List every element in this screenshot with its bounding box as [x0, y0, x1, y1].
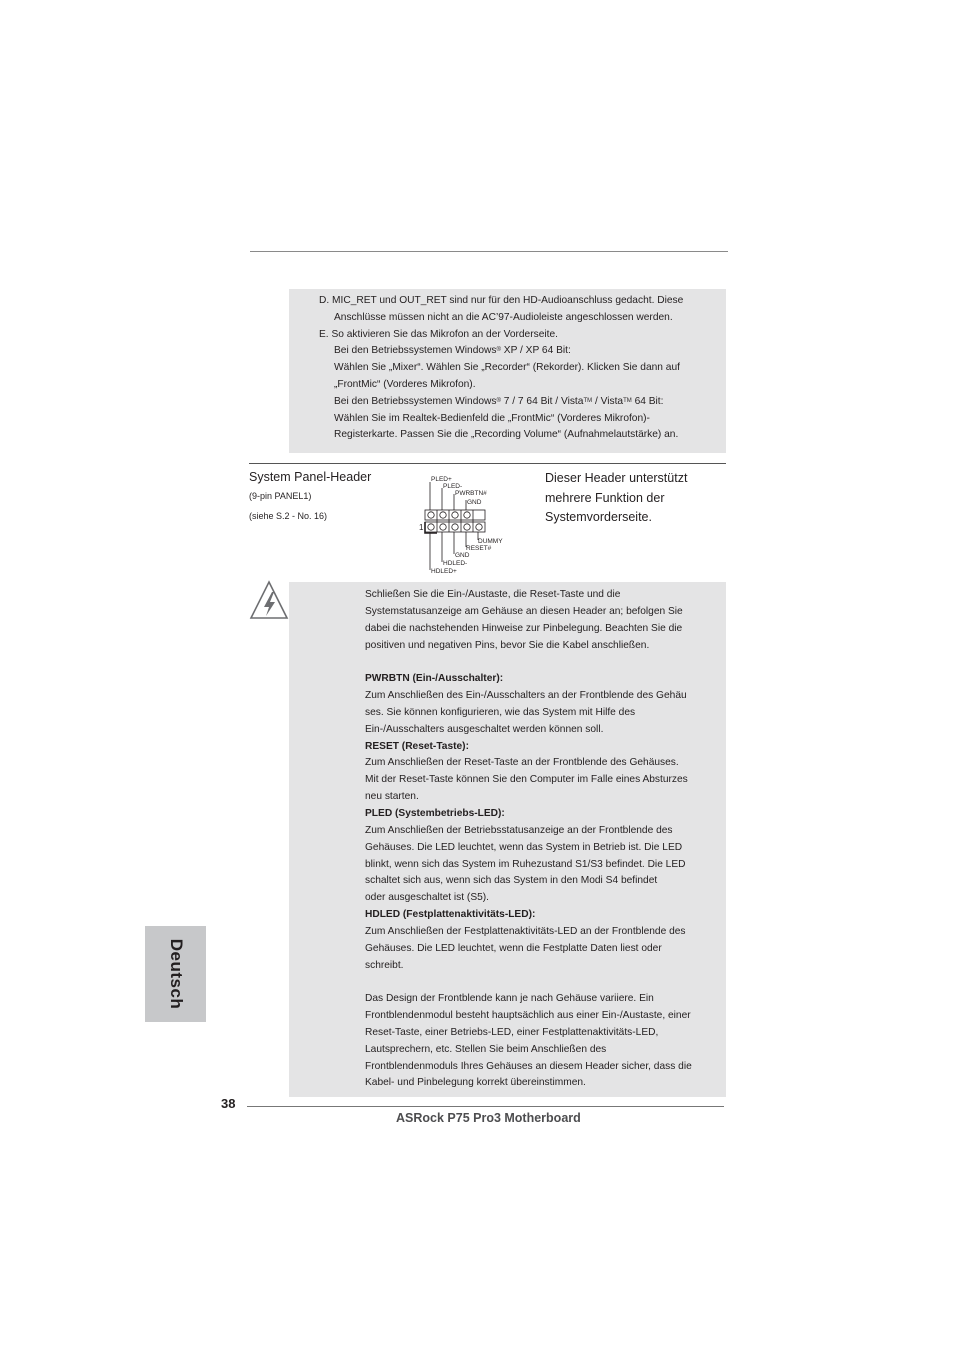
label-hdled-plus: HDLED+ [431, 568, 457, 575]
design-line4: Lautsprechern, etc. Stellen Sie beim Anschließen des [365, 1043, 607, 1055]
note-e-line1: E. So aktivieren Sie das Mikrofon an der Vorderseite. [319, 328, 558, 340]
note-d-line1: D. MIC_RET und OUT_RET sind nur für den HD-Audioanschluss gedacht. Diese [319, 295, 684, 306]
note-e-line7: Registerkarte. Passen Sie die „Recording Volume“ (Aufnahmelautstärke) an. [334, 429, 679, 441]
intro-line2: Systemstatusanzeige am Gehäuse an diesen Header an; befolgen Sie [365, 605, 683, 617]
system-panel-ref: (siehe S.2 - No. 16) [249, 511, 328, 521]
section-rule [249, 463, 726, 464]
design-line6: Kabel- und Pinbelegung korrekt übereinstimmen. [365, 1077, 586, 1089]
desc-line2: mehrere Funktion der [545, 490, 665, 505]
side-tab-label: Deutsch [166, 938, 186, 1010]
note-d-line2: Anschlüsse müssen nicht an die AC’97-Audioleiste angeschlossen werden. [334, 311, 673, 323]
label-pwrbtn: PWRBTN# [455, 490, 487, 497]
pled-line5: oder ausgeschaltet ist (S5). [365, 892, 490, 904]
pled-heading: PLED (Systembetriebs-LED): [365, 807, 505, 819]
note-e-xp: Bei den Betriebssystemen Windows® XP / XP 64 Bit: [334, 345, 571, 357]
note-e-line4: „FrontMic“ (Vorderes Mikrofon). [334, 378, 476, 390]
system-panel-title: System Panel-Header [249, 470, 372, 484]
note-e-w7: Bei den Betriebssystemen Windows® 7 / 7 64 Bit / Vista™ / Vista™ 64 Bit: [334, 395, 664, 407]
hdled-line3: schreibt. [365, 959, 404, 971]
pled-line4: schaltet sich aus, wenn sich das System in den Modi S4 befindet [365, 875, 658, 887]
desc-line1: Dieser Header unterstützt [545, 471, 688, 485]
pwrbtn-heading: PWRBTN (Ein-/Ausschalter): [365, 673, 504, 685]
reset-line2: Mit der Reset-Taste können Sie den Computer im Falle eines Absturzes [365, 774, 688, 786]
spacer [365, 974, 726, 991]
label-gnd-bottom: GND [455, 552, 470, 559]
pled-line3: blinkt, wenn sich das System im Ruhezustand S1/S3 befindet. Die LED [365, 858, 686, 870]
design-line2: Frontblendenmodul besteht hauptsächlich aus einer Ein-/Austaste, einer [365, 1010, 691, 1022]
label-pled-plus: PLED+ [431, 476, 452, 483]
label-hdled-minus: HDLED- [443, 560, 468, 567]
system-panel-description [545, 469, 725, 528]
footer-rule [247, 1106, 724, 1107]
language-side-tab [145, 926, 206, 1022]
hdled-line2: Gehäuses. Die LED leuchtet, wenn die Festplatte Daten liest oder [365, 942, 662, 954]
label-gnd-top: GND [467, 499, 482, 506]
intro-line3: dabei die nachstehenden Hinweise zur Pinbelegung. Beachten Sie die [365, 622, 683, 634]
hdled-line1: Zum Anschließen der Festplattenaktivitäts-LED an der Frontblende des [365, 925, 686, 937]
label-pled-minus: PLED- [443, 483, 463, 490]
intro-line1: Schließen Sie die Ein-/Austaste, die Reset-Taste und die [365, 589, 621, 600]
top-rule [250, 251, 728, 252]
warning-triangle-icon [249, 580, 289, 620]
label-dummy: DUMMY [478, 538, 503, 545]
pwrbtn-line3: Ein-/Ausschalters ausgeschaltet werden können soll. [365, 723, 604, 735]
pwrbtn-line1: Zum Anschließen des Ein-/Ausschalters an der Frontblende des Gehäu [365, 690, 687, 702]
desc-line3: Systemvorderseite. [545, 510, 652, 524]
notes-text [304, 293, 724, 444]
system-panel-pins: (9-pin PANEL1) [249, 491, 312, 501]
warning-text [365, 587, 726, 1092]
label-reset: RESET# [466, 545, 492, 552]
panel-header-diagram [418, 472, 526, 576]
note-e-line3: Wählen Sie „Mixer“. Wählen Sie „Recorder“ (Rekorder). Klicken Sie dann auf [334, 362, 680, 374]
intro-line4: positiven und negativen Pins, bevor Sie die Kabel anschließen. [365, 639, 650, 651]
reset-line3: neu starten. [365, 791, 419, 803]
spacer [365, 654, 726, 671]
design-line1: Das Design der Frontblende kann je nach Gehäuse variiere. Ein [365, 993, 654, 1005]
label-pin1: 1 [419, 523, 424, 532]
pled-line1: Zum Anschließen der Betriebsstatusanzeige an der Frontblende des [365, 824, 673, 836]
design-line3: Reset-Taste, einer Betriebs-LED, einer Festplattenaktivitäts-LED, [365, 1026, 659, 1038]
footer-title: ASRock P75 Pro3 Motherboard [396, 1111, 581, 1125]
design-line5: Frontblendenmoduls Ihres Gehäuses an diesem Header sicher, dass die [365, 1060, 692, 1072]
pwrbtn-line2: ses. Sie können konfigurieren, wie das System mit Hilfe des [365, 706, 636, 718]
reset-line1: Zum Anschließen der Reset-Taste an der Frontblende des Gehäuses. [365, 757, 679, 769]
reset-heading: RESET (Reset-Taste): [365, 740, 469, 752]
hdled-heading: HDLED (Festplattenaktivitäts-LED): [365, 909, 536, 921]
page-number: 38 [221, 1096, 236, 1111]
note-e-line6: Wählen Sie im Realtek-Bedienfeld die „FrontMic“ (Vorderes Mikrofon)- [334, 412, 650, 424]
pled-line2: Gehäuses. Die LED leuchtet, wenn das System in Betrieb ist. Die LED [365, 841, 683, 853]
